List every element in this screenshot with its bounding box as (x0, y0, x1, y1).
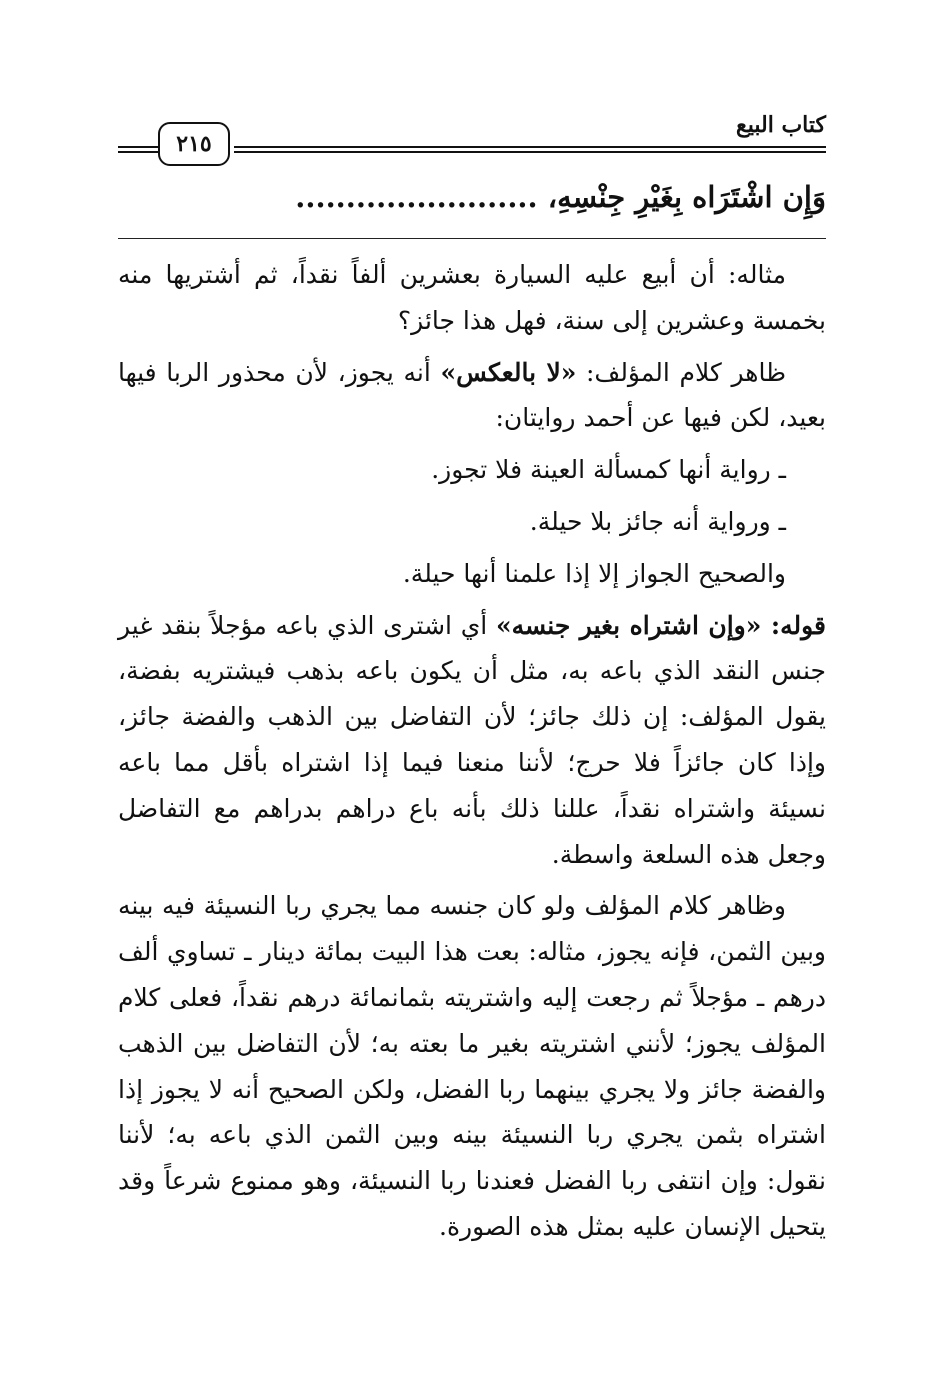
bold-text: «لا بالعكس» (440, 357, 577, 387)
matn-text: وَإِن اشْتَرَاه بِغَيْرِ جِنْسِهِ، (547, 180, 826, 214)
paragraph-text: ظاهر كلام المؤلف: (576, 357, 786, 387)
page-header (118, 108, 826, 158)
matn-divider (118, 238, 826, 239)
paragraph (118, 252, 826, 344)
paragraph-text: أنه يجوز، لأن محذور الربا فيها بعيد، لكن فيها عن أحمد روايتان: (118, 357, 826, 433)
paragraph-text: مثاله: أن أبيع عليه السيارة بعشرين ألفاً نقداً، ثم أشتريها منه بخمسة وعشرين إلى سنة، فهل هذا جائز؟ (118, 260, 826, 335)
header-rule (234, 146, 826, 153)
matn-line (118, 180, 826, 214)
paragraph (118, 447, 826, 493)
header-rule-left (118, 146, 158, 153)
page-number: ٢١٥ (158, 122, 230, 166)
paragraph-text: أي اشترى الذي باعه مؤجلاً بنقد غير جنس النقد الذي باعه به، مثل أن يكون باعه بذهب فيشتريه بفضة، يقول المؤلف: إن ذلك جائز؛ لأن التفاضل بين الذهب والفضة جائز، وإذا كان جائزاً فلا حرج؛ لأننا منعنا فيما إذا اشتراه بأقل مما باعه نسيئة واشتراه نقداً، عللنا ذلك بأنه باع دراهم بدراهم مع التفاضل وجعل هذه السلعة واسطة. (118, 610, 826, 869)
paragraph-text: والصحيح الجواز إلا إذا علمنا أنها حيلة. (402, 558, 786, 588)
paragraph-text: ـ رواية أنها كمسألة العينة فلا تجوز. (431, 455, 786, 485)
paragraph-text: ـ ورواية أنه جائز بلا حيلة. (529, 506, 786, 536)
paragraph (118, 350, 826, 442)
paragraph (118, 883, 826, 1249)
bold-text: قوله: (770, 610, 826, 640)
bold-text: «وإن اشتراه بغير جنسه» (495, 610, 771, 640)
paragraph (118, 499, 826, 545)
commentary-body (118, 252, 826, 1256)
paragraph (118, 603, 826, 878)
book-title: كتاب البيع (736, 112, 826, 138)
matn-dots: ........................ (295, 180, 538, 214)
paragraph-text: وظاهر كلام المؤلف ولو كان جنسه مما يجري ربا النسيئة فيه بينه وبين الثمن، فإنه يجوز، مثاله: بعت هذا البيت بمائة دينار ـ تساوي ألف درهم ـ مؤجلاً ثم رجعت إليه واشتريته بثمانمائة درهم نقداً، فعلى كلام المؤلف يجوز؛ لأنني اشتريته بغير ما بعته به؛ لأن التفاضل بين الذهب والفضة جائز ولا يجري بينهما ربا الفضل، ولكن الصحيح أنه لا يجوز إذا اشتراه بثمن يجري ربا النسيئة بينه وبين الثمن الذي باعه به؛ لأننا نقول: وإن انتفى ربا الفضل فعندنا ربا النسيئة، وهو ممنوع شرعاً وقد يتحيل الإنسان عليه بمثل هذه الصورة. (118, 891, 826, 1241)
paragraph (118, 551, 826, 597)
